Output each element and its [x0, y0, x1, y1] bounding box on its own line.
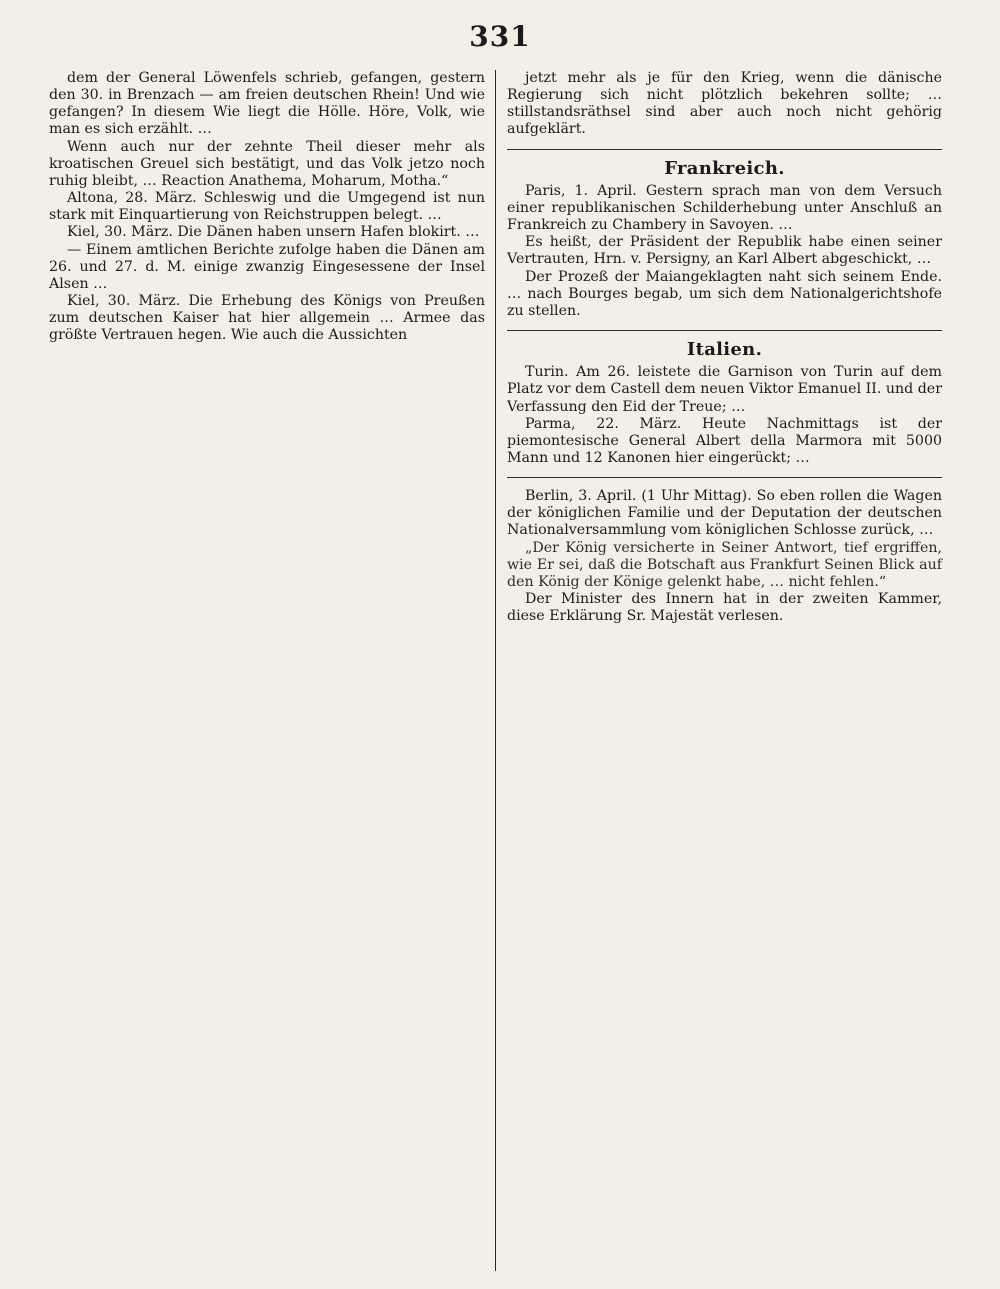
berlin-paragraph-2: „Der König versicherte in Seiner Antwort, tief ergriffen, wie Er sei, daß die Botschaft aus Frankfurt Seinen Blick auf den König der Könige gelenkt habe, … nicht fehlen.“: [507, 539, 942, 590]
column-divider: [495, 70, 496, 1271]
left-column: [49, 70, 485, 1271]
section-rule: [507, 149, 942, 150]
frankreich-paragraph-1: Paris, 1. April. Gestern sprach man von dem Versuch einer republikanischen Schilderhebung unter Anschluß an Frankreich zu Chambery in Savoyen. …: [507, 182, 942, 234]
left-paragraph-5: — Einem amtlichen Berichte zufolge haben die Dänen am 26. und 27. d. M. einige zwanzig Eingesessene der Insel Alsen …: [49, 241, 485, 292]
frankreich-paragraph-2: Es heißt, der Präsident der Republik habe einen seiner Vertrauten, Hrn. v. Persigny, an Karl Albert abgeschickt, …: [507, 234, 942, 268]
section-rule: [507, 330, 942, 331]
frankreich-paragraph-3: Der Prozeß der Maiangeklagten naht sich seinem Ende. … nach Bourges begab, um sich dem Nationalgerichtshofe zu stellen.: [507, 268, 942, 319]
left-paragraph-4: Kiel, 30. März. Die Dänen haben unsern Hafen blokirt. …: [67, 224, 480, 241]
right-top-paragraph: jetzt mehr als je für den Krieg, wenn die dänische Regierung sich nicht plötzlich bekehren sollte; … stillstandsräthsel sind aber auch noch nicht gehörig aufgeklärt.: [507, 70, 942, 138]
section-rule: [507, 477, 942, 478]
left-paragraph-1: dem der General Löwenfels schrieb, gefangen, gestern den 30. in Brenzach — am freien deutschen Rhein! Und wie gefangen? In diesem Wie liegt die Hölle. Höre, Volk, wie man es sich erzählt. …: [49, 70, 485, 138]
left-paragraph-6: Kiel, 30. März. Die Erhebung des Königs von Preußen zum deutschen Kaiser hat hier allgemein … Armee das größte Vertrauen hegen. Wie auch die Aussichten: [49, 293, 485, 344]
left-paragraph-2: Wenn auch nur der zehnte Theil dieser mehr als kroatischen Greuel sich bestätigt, und das Volk jetzo noch ruhig bleibt, … Reaction Anathema, Moharum, Motha.“: [49, 138, 485, 189]
left-paragraph-3: Altona, 28. März. Schleswig und die Umgegend ist nun stark mit Einquartierung von Reichstruppen belegt. …: [49, 190, 485, 224]
right-column: [507, 70, 942, 1271]
section-heading-frankreich: Frankreich.: [664, 157, 785, 179]
italien-paragraph-1: Turin. Am 26. leistete die Garnison von Turin auf dem Platz vor dem Castell dem neuen Viktor Emanuel II. und der Verfassung den Eid der Treue; …: [507, 364, 942, 415]
berlin-paragraph-3: Der Minister des Innern hat in der zweiten Kammer, diese Erklärung Sr. Majestät verlesen.: [507, 591, 942, 625]
page-number: 331: [469, 20, 531, 53]
section-heading-italien: Italien.: [686, 339, 763, 361]
berlin-paragraph-1: Berlin, 3. April. (1 Uhr Mittag). So eben rollen die Wagen der königlichen Familie und der Deputation der deutschen Nationalversammlung vom königlichen Schlosse zurück, …: [507, 488, 942, 539]
italien-paragraph-2: Parma, 22. März. Heute Nachmittags ist der piemontesische General Albert della Marmora mit 5000 Mann und 12 Kanonen hier eingerückt; …: [507, 415, 942, 466]
